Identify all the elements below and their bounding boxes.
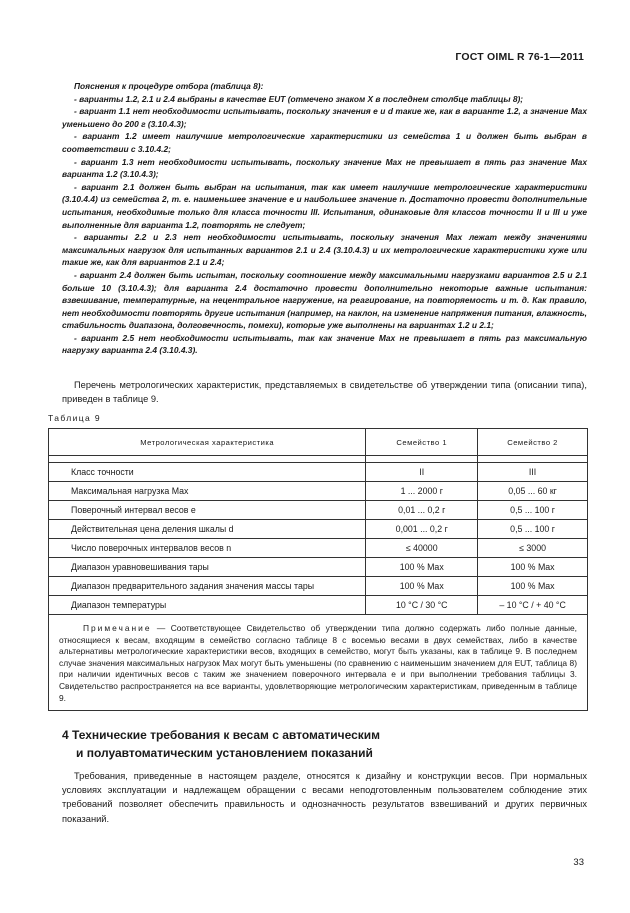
table-cell: Действительная цена деления шкалы d (49, 520, 366, 539)
table-cell: 1 ... 2000 г (366, 482, 478, 501)
table-row (49, 558, 588, 577)
note-line: - вариант 2.1 должен быть выбран на испытания, так как имеет наилучшие метрологические характеристики (3.10.4.4) из семейства 2, т. е. наименьшее значение e и наибольшее значение n. Достаточно провести дополнительные испытания, необходимые только для класса точности III. Испытания, одинаковые для классов точности II и III и уже выполненные для варианта 1.2, повторять не следует; (62, 181, 587, 230)
section-heading-line: и полуавтоматическим установлением показаний (76, 746, 373, 760)
table-row (49, 596, 588, 615)
intro-paragraph (62, 378, 587, 406)
table-row (49, 539, 588, 558)
table-note-row (49, 615, 588, 711)
table-cell: Диапазон температуры (49, 596, 366, 615)
table-cell: Класс точности (49, 463, 366, 482)
document-header: ГОСТ OIML R 76-1—2011 (455, 51, 584, 63)
table-note (49, 615, 588, 711)
note-line: - варианты 1.2, 2.1 и 2.4 выбраны в качестве EUT (отмечено знаком X в последнем столбце таблицы 8); (74, 93, 524, 104)
note-line: - вариант 1.1 нет необходимости испытывать, поскольку значения e и d такие же, как в варианте 1.2, а значение Max уменьшено до 200 г (3.10.4.3); (62, 106, 587, 129)
column-header: Метрологическая характеристика (49, 429, 366, 456)
table-9 (48, 428, 588, 711)
table-row (49, 520, 588, 539)
page-number: 33 (573, 857, 584, 868)
note-line: - вариант 2.4 должен быть испытан, поскольку соотношение между максимальными нагрузками вариантов 2.5 и 2.1 больше 10 (3.10.4.3); для варианта 2.4 достаточно провести дополнительно некоторые важные испытания: взвешивание, температурные, на нецентральное нагружение, на реагирование, на повторяемость и т. д. Как правило, нет необходимости повторять другие испытания (например, на наклон, на изменение напряжения питания, влажность, стабильность диапазона, долговечность, помехи), которые уже выполнены на вариантах 1.2 и 2.1; (62, 269, 587, 331)
note-text: — Соответствующее Свидетельство об утверждении типа должно содержать либо полные данные, относящиеся к весам, входящим в семейство согласно таблице 8 с восемью весами в двух семействах, либо в качестве альтернативы метрологические характеристики весов, входящих в семейство, могут быть указаны, как в таблице 9. В последнем случае значения максимальных нагрузок Max могут быть уменьшены (по сравнению с наименьшим значением для EUT, таблица 8) при наличии идентичных весов с таким же значением поверочного интервала e и при выполнении требования таблицы 3. Свидетельство распространяется на все варианты, удовлетворяющие метрологическим характеристикам, приведенным в таблице 9. (59, 623, 577, 703)
table-cell: Максимальная нагрузка Max (49, 482, 366, 501)
column-header: Семейство 1 (366, 429, 478, 456)
table-cell: 0,001 ... 0,2 г (366, 520, 478, 539)
table-cell: 100 % Max (366, 577, 478, 596)
table-cell: 100 % Max (478, 577, 588, 596)
table-cell: 0,5 ... 100 г (478, 501, 588, 520)
section-heading (62, 726, 587, 762)
table-caption: Таблица 9 (48, 413, 102, 423)
note-label: Примечание (83, 623, 152, 633)
table-row (49, 501, 588, 520)
table-cell: ≤ 40000 (366, 539, 478, 558)
table-row (49, 482, 588, 501)
note-line: - вариант 1.3 нет необходимости испытывать, поскольку значение Max не превышает в пять раз значение Max варианта 1.2 (3.10.4.3); (62, 156, 587, 180)
table-row (49, 463, 588, 482)
table-cell: – 10 °C / + 40 °C (478, 596, 588, 615)
table-cell: ≤ 3000 (478, 539, 588, 558)
note-line: - вариант 2.5 нет необходимости испытывать, так как значение Max не превышает в пять раз максимальную нагрузку варианта 2.4 (3.10.4.3). (62, 332, 587, 356)
note-line: Пояснения к процедуре отбора (таблица 8): (74, 81, 264, 91)
column-header: Семейство 2 (478, 429, 588, 456)
section-body-text: Требования, приведенные в настоящем разделе, относятся к дизайну и конструкции весов. При нормальных условиях эксплуатации и надлежащем обращении с весами неподготовленным пользователем соблюдение этих требований позволяет обеспечить правильность и однозначность результатов взвешиваний и других первичных показаний. (62, 771, 587, 824)
table-cell: Поверочный интервал весов e (49, 501, 366, 520)
table-cell: 100 % Max (478, 558, 588, 577)
table-header-row (49, 429, 588, 456)
table-cell: Число поверочных интервалов весов n (49, 539, 366, 558)
note-line: - варианты 2.2 и 2.3 нет необходимости испытывать, поскольку значения Max лежат между значениями максимальных нагрузок для испытанных вариантов 2.1 и 2.4 (3.10.4.3) и их метрологические характеристики хуже или такие же, как для вариантов 2.1 и 2.4; (62, 232, 587, 268)
table-cell: III (478, 463, 588, 482)
table-cell: Диапазон предварительного задания значения массы тары (49, 577, 366, 596)
table-cell: 0,05 ... 60 кг (478, 482, 588, 501)
table-spacer (49, 456, 588, 463)
table-cell: 100 % Max (366, 558, 478, 577)
note-line: - вариант 1.2 имеет наилучшие метрологические характеристики из семейства 1 и должен быть выбран в соответствии с 3.10.4.2; (62, 131, 587, 154)
section-heading-line: 4 Технические требования к весам с автоматическим (62, 728, 381, 742)
intro-text: Перечень метрологических характеристик, представляемых в свидетельстве об утверждении типа (описании типа), приведен в таблице 9. (62, 380, 587, 405)
section-body (62, 769, 587, 826)
table-cell: 0,5 ... 100 г (478, 520, 588, 539)
table-cell: 0,01 ... 0,2 г (366, 501, 478, 520)
table-cell: Диапазон уравновешивания тары (49, 558, 366, 577)
table-row (49, 577, 588, 596)
selection-notes (62, 80, 587, 357)
table-cell: II (366, 463, 478, 482)
table-cell: 10 °C / 30 °C (366, 596, 478, 615)
